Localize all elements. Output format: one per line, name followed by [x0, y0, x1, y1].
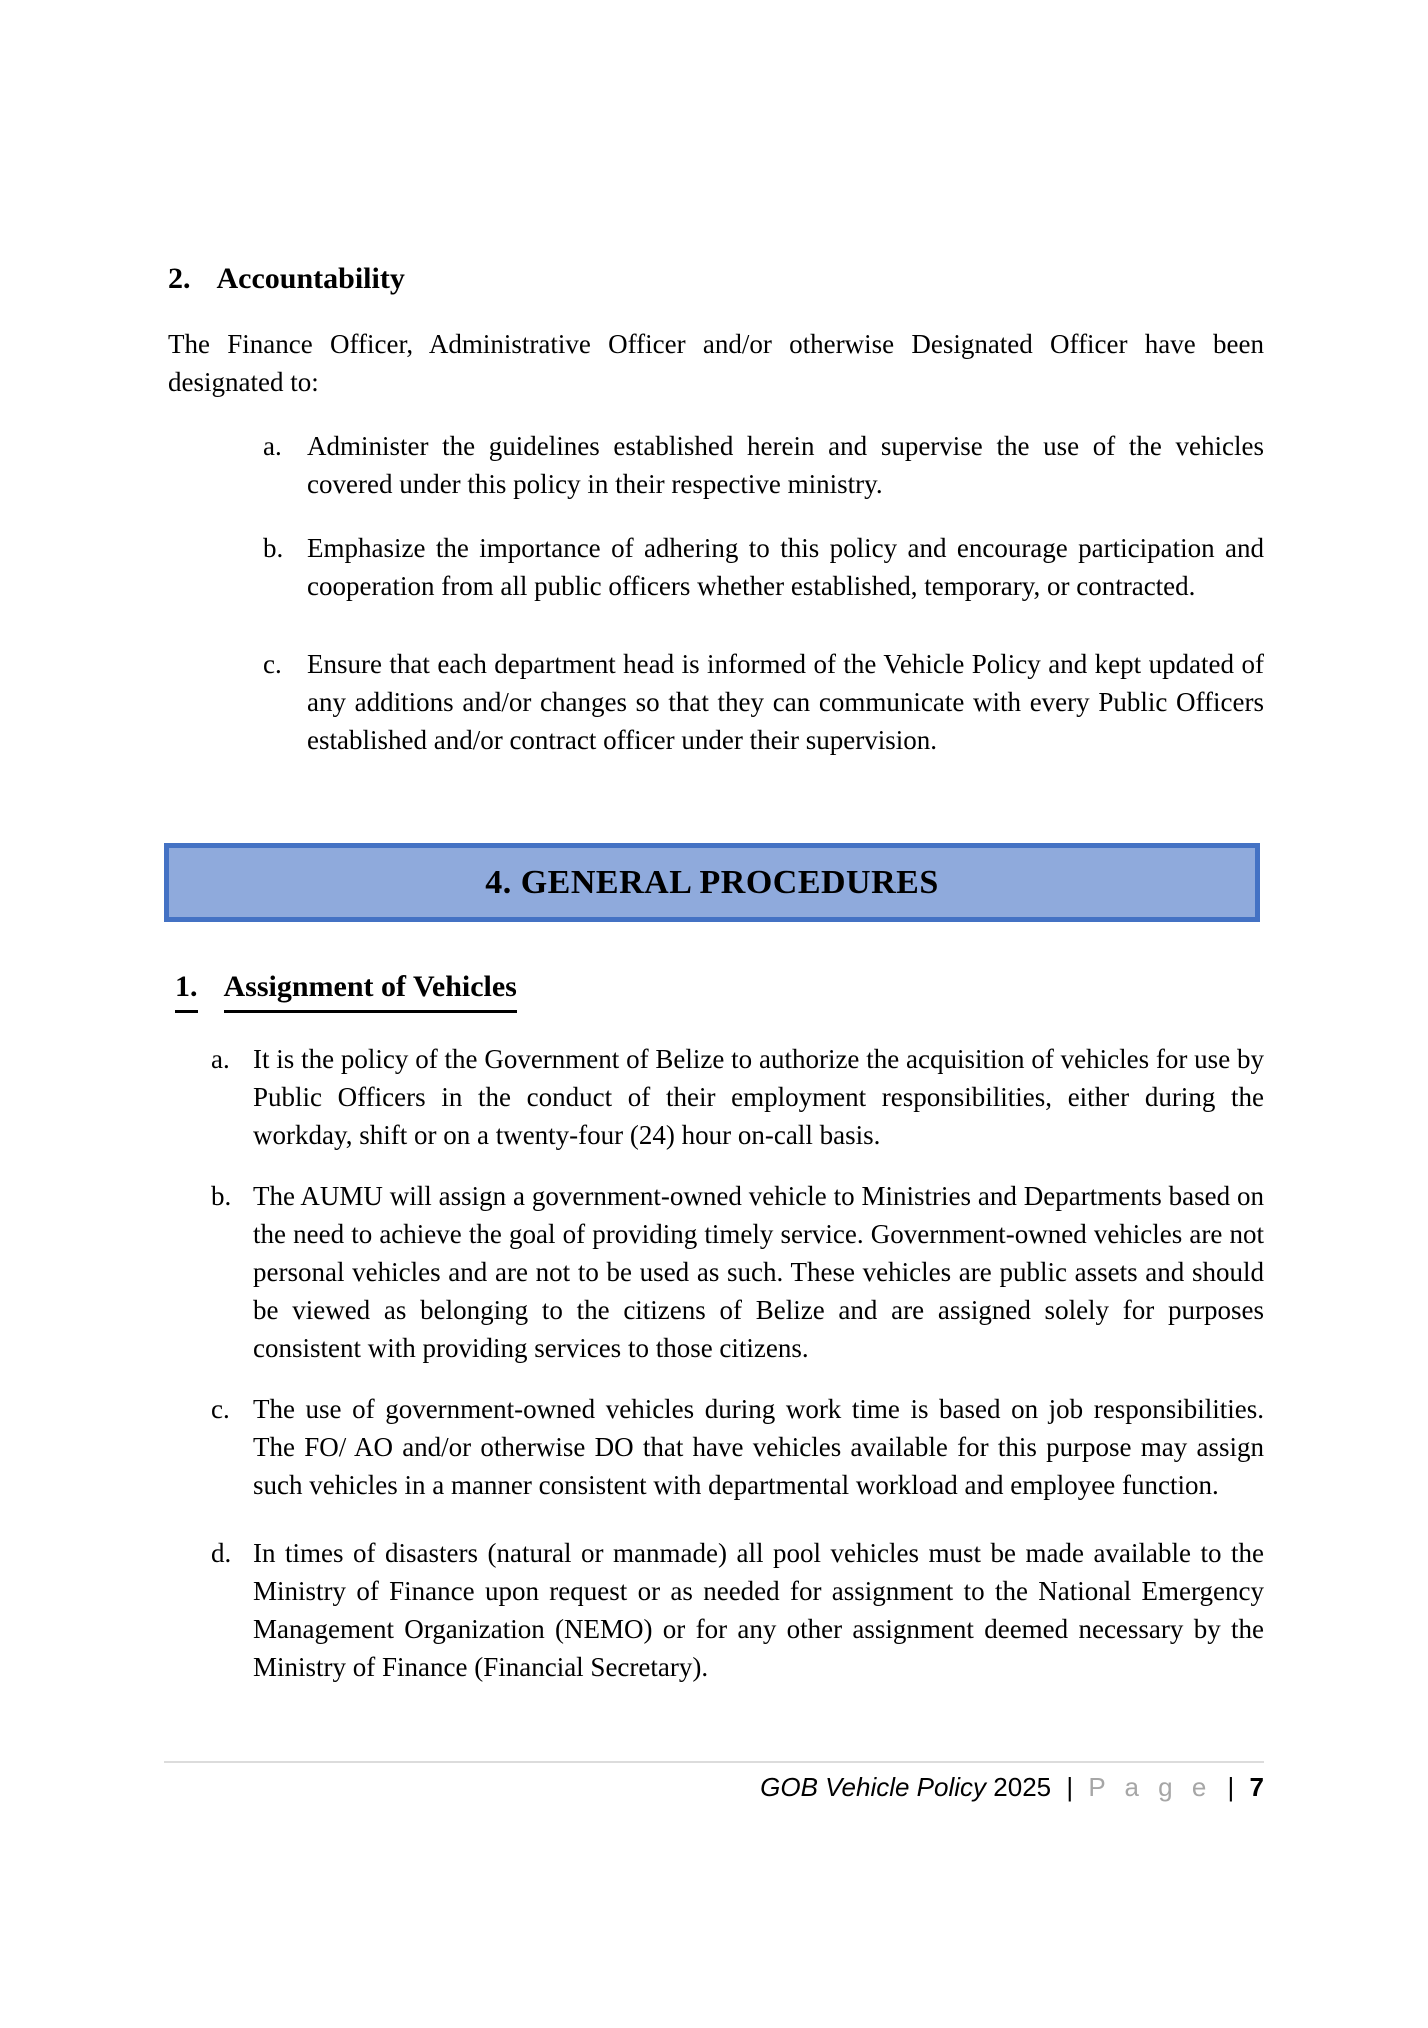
footer-page-word: P a g e [1088, 1772, 1213, 1802]
accountability-heading [168, 261, 1264, 297]
list-item-text: In times of disasters (natural or manmade) all pool vehicles must be made available to the Ministry of Finance upon request or as needed for assignment to the National Emergency Management Organization (NEMO) or for any other assignment deemed necessary by the Ministry of Finance (Financial Secretary). [253, 1538, 1264, 1682]
list-item [168, 529, 1264, 605]
page-footer [164, 1770, 1264, 1804]
list-item-label: b. [211, 1181, 232, 1211]
section-assignment-of-vehicles [168, 1040, 1264, 1686]
list-item-label: a. [263, 431, 282, 461]
list-item-text: Emphasize the importance of adhering to this policy and encourage participation and cooperation from all public officers whether established, temporary, or contracted. [307, 533, 1264, 601]
section-accountability [168, 261, 1264, 759]
footer-divider [164, 1761, 1264, 1763]
list-item-label: b. [263, 533, 284, 563]
footer-separator: | [1227, 1772, 1235, 1802]
footer-year: 2025 [993, 1772, 1052, 1802]
assignment-of-vehicles-heading [175, 968, 517, 1013]
list-item [168, 645, 1264, 759]
list-item-label: c. [211, 1394, 230, 1424]
general-procedures-banner [164, 843, 1260, 922]
list-item-label: d. [211, 1538, 232, 1568]
list-item-label: c. [263, 649, 282, 679]
accountability-heading-number: 2. [168, 262, 191, 295]
accountability-intro-paragraph: The Finance Officer, Administrative Officer and/or otherwise Designated Officer have been designated to: [168, 329, 1264, 397]
footer-page-number: 7 [1249, 1772, 1264, 1802]
assignment-heading-number: 1. [175, 968, 198, 1013]
list-item [168, 1177, 1264, 1367]
footer-doc-title: GOB Vehicle Policy [760, 1772, 987, 1802]
list-item [168, 1534, 1264, 1686]
footer-separator: | [1066, 1772, 1074, 1802]
assignment-heading-text: Assignment of Vehicles [224, 968, 517, 1013]
list-item [168, 427, 1264, 503]
list-item-text: The use of government-owned vehicles during work time is based on job responsibilities. The FO/ AO and/or otherwise DO that have vehicles available for this purpose may assign such vehicles in a manner consistent with departmental workload and employee function. [253, 1394, 1264, 1500]
list-item-text: The AUMU will assign a government-owned vehicle to Ministries and Departments based on the need to achieve the goal of providing timely service. Government-owned vehicles are not personal vehicles and are not to be used as such. These vehicles are public assets and should be viewed as belonging to the citizens of Belize and are assigned solely for purposes consistent with providing services to those citizens. [253, 1181, 1264, 1363]
list-item [168, 1390, 1264, 1504]
list-item-text: Ensure that each department head is informed of the Vehicle Policy and kept updated of any additions and/or changes so that they can communicate with every Public Officers established and/or contract officer under their supervision. [307, 649, 1264, 755]
list-item-text: Administer the guidelines established herein and supervise the use of the vehicles covered under this policy in their respective ministry. [307, 431, 1264, 499]
accountability-heading-text: Accountability [216, 262, 405, 295]
general-procedures-banner-title: 4. GENERAL PROCEDURES [485, 863, 939, 901]
list-item-text: It is the policy of the Government of Belize to authorize the acquisition of vehicles for use by Public Officers in the conduct of their employment responsibilities, either during the workday, shift or on a twenty-four (24) hour on-call basis. [253, 1044, 1264, 1150]
list-item [168, 1040, 1264, 1154]
list-item-label: a. [211, 1044, 230, 1074]
